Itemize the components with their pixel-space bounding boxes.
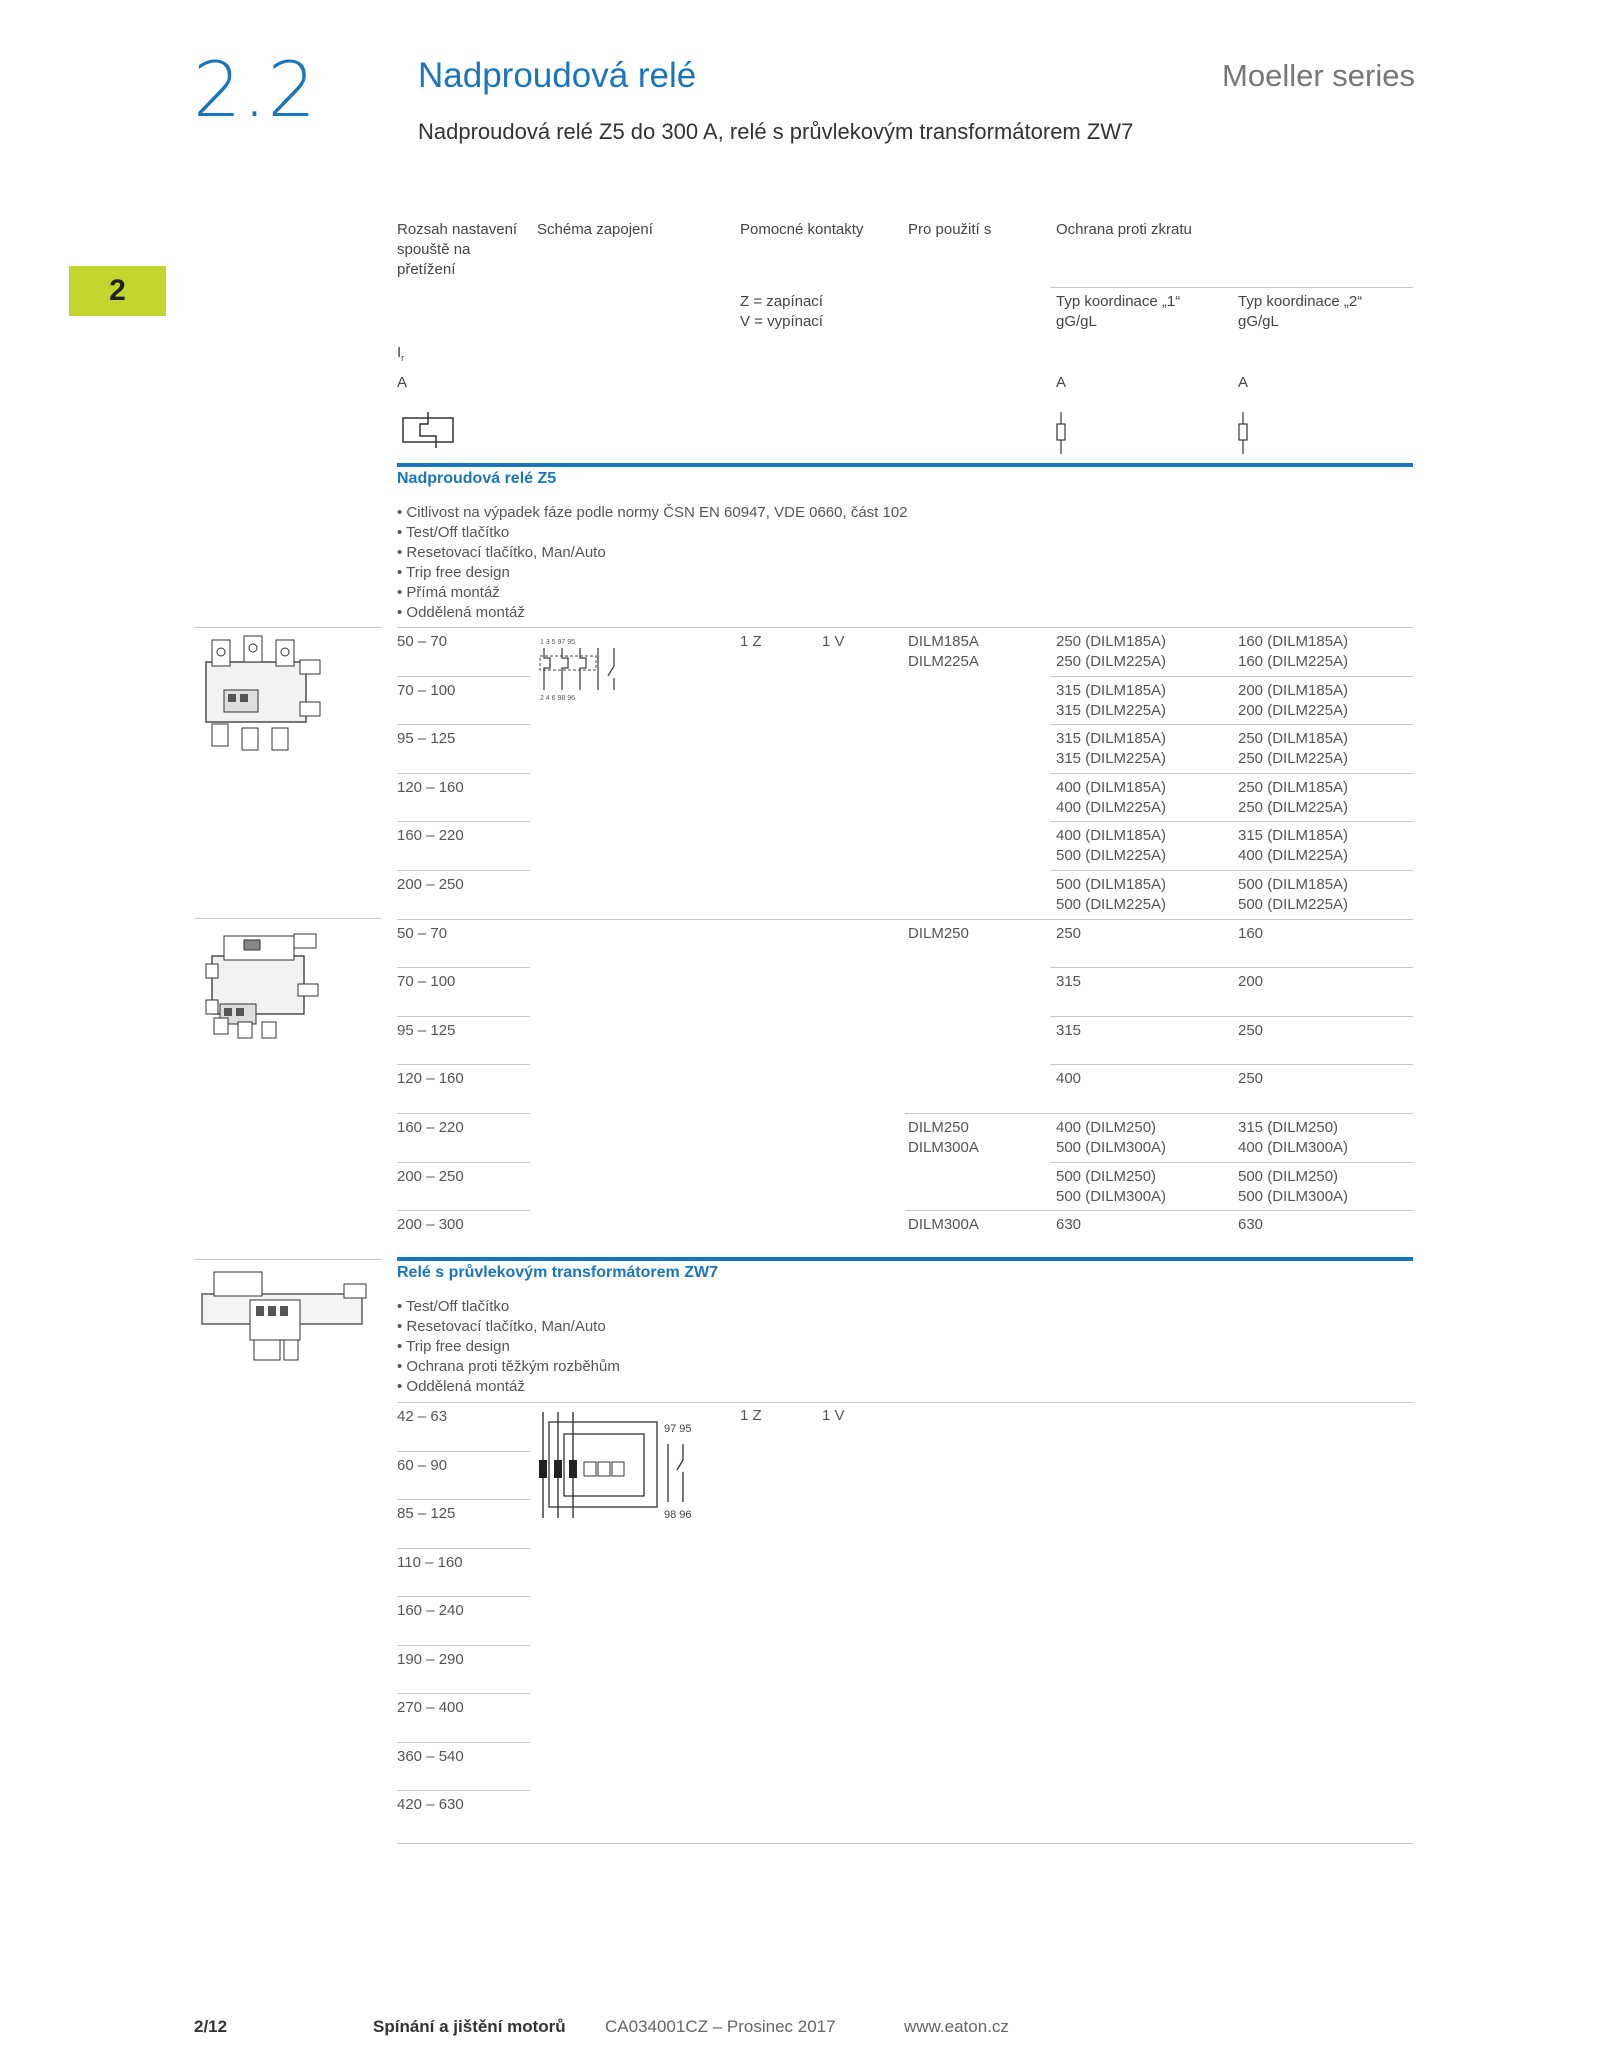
range-cell: 160 – 220 [397,1119,464,1136]
table-row-divider [1050,773,1413,774]
list-item: • Trip free design [397,1338,510,1355]
section-rule-z5 [397,463,1413,467]
list-item: • Resetovací tlačítko, Man/Auto [397,544,606,561]
list-item: • Trip free design [397,564,510,581]
use-divider [905,1113,1050,1114]
range-cell: 160 – 220 [397,827,464,845]
col-header-short-circuit: Ochrana proti zkratu [1056,221,1192,238]
col-header-used-with: Pro použití s [908,221,992,238]
type1-cell: 500 (DILM250) [1056,1167,1157,1185]
type2-cell: 200 (DILM225A) [1238,701,1349,719]
type1-cell: 315 (DILM185A) [1056,730,1167,748]
table-row-divider [1050,967,1413,968]
range-cell: 110 – 160 [397,1553,463,1571]
series-label: Moeller series [1222,58,1415,93]
type2-fuse: gG/gL [1238,313,1279,330]
type2-cell: 160 (DILM185A) [1238,633,1349,650]
range-cell: 95 – 125 [397,1021,456,1039]
type1-cell: 315 (DILM185A) [1056,681,1167,699]
z5-wiring-diagram [538,636,628,706]
range-divider [397,1790,530,1791]
range-cell: 50 – 70 [397,924,448,942]
footer-chapter: Spínání a jištění motorů [373,2017,566,2036]
list-item: • Resetovací tlačítko, Man/Auto [397,1318,606,1335]
use-cell: DILM250 [908,924,969,942]
table-row-divider [1050,1162,1413,1163]
page-title: Nadproudová relé [418,56,697,95]
z5-contacts-v: 1 V [822,633,845,650]
list-item: • Oddělená montáž [397,1378,525,1395]
section-title-zw7: Relé s průvlekovým transformátorem ZW7 [397,1264,718,1281]
type2-cell: 160 [1238,924,1264,942]
fuse-symbol-type2 [1235,412,1251,454]
type1-header: Typ koordinace „1“ [1056,293,1181,310]
col-header-aux-contacts: Pomocné kontakty [740,221,864,238]
table-row-divider [1050,1113,1413,1114]
section-rule-zw7 [397,1257,1413,1261]
list-item: • Test/Off tlačítko [397,524,510,541]
type1-fuse: gG/gL [1056,313,1097,330]
type2-cell: 250 (DILM185A) [1238,730,1349,748]
range-divider [397,870,530,871]
bullet-list-z5 [397,503,908,623]
type2-header: Typ koordinace „2“ [1238,293,1363,310]
range-cell: 190 – 290 [397,1650,464,1668]
type2-cell: 250 (DILM185A) [1238,778,1349,796]
type1-cell: 500 (DILM225A) [1056,847,1167,865]
table-row-divider [1050,870,1413,871]
range-cell: 70 – 100 [397,681,456,699]
type1-cell: 400 [1056,1070,1082,1088]
table-row-divider [397,919,1413,920]
legend-z: Z = zapínací [740,293,823,310]
use-cell: DILM225A [908,653,979,670]
table-row-divider [1050,1016,1413,1017]
range-divider [397,821,530,822]
type1-cell: 315 [1056,973,1082,991]
type1-cell: 630 [1056,1216,1082,1234]
zw7-contacts-z: 1 Z [740,1407,762,1424]
range-cell: 160 – 240 [397,1602,464,1619]
unit-type1: A [1056,374,1067,391]
range-divider [397,724,530,725]
fuse-symbol-type1 [1053,412,1069,454]
table-row-divider [1050,821,1413,822]
range-cell: 85 – 125 [397,1505,456,1522]
chapter-tab: 2 [69,266,166,316]
range-divider [397,773,530,774]
type2-cell: 200 (DILM185A) [1238,681,1349,699]
list-item: • Oddělená montáž [397,604,525,621]
type1-cell: 400 (DILM185A) [1056,827,1167,845]
use-cell: DILM250 [908,1119,969,1136]
type2-cell: 500 (DILM250) [1238,1167,1339,1185]
footer-url[interactable]: www.eaton.cz [904,2017,1009,2036]
bullet-list-zw7 [397,1297,620,1397]
type1-cell: 250 (DILM225A) [1056,653,1167,670]
type1-cell: 400 (DILM185A) [1056,778,1167,796]
header-divider [1050,287,1413,288]
list-item: • Test/Off tlačítko [397,1298,510,1315]
section-title-z5: Nadproudová relé Z5 [397,470,557,487]
type2-cell: 250 [1238,1021,1264,1039]
type2-cell: 315 (DILM250) [1238,1119,1339,1136]
zw7-table-bottom-rule [397,1843,1413,1844]
page-subtitle: Nadproudová relé Z5 do 300 A, relé s průvlekovým transformátorem ZW7 [418,119,1134,144]
table-row-divider [1050,1064,1413,1065]
thumb-divider [194,918,382,919]
section-number: 2.2 [193,45,317,134]
diagram-terminal-top: 1 3 5 97 95 [540,639,576,646]
range-divider [397,1064,530,1065]
type1-cell: 250 (DILM185A) [1056,633,1167,650]
ir-symbol: $I_r$ [397,344,405,363]
range-divider [397,1693,530,1694]
overload-relay-symbol [400,412,456,452]
range-divider [397,967,530,968]
range-divider [397,1596,530,1597]
type1-cell: 315 (DILM225A) [1056,701,1167,719]
unit-range: A [397,374,408,391]
range-cell: 200 – 250 [397,1167,464,1185]
relay-z5-image [194,632,324,757]
use-cell: DILM300A [908,1139,979,1156]
type2-cell: 250 (DILM225A) [1238,798,1349,816]
type2-cell: 500 (DILM300A) [1238,1187,1349,1205]
col-header-diagram: Schéma zapojení [537,221,653,238]
relay-z5-dilm250-image [194,922,324,1047]
range-divider [397,1499,530,1500]
range-cell: 200 – 250 [397,876,464,893]
relay-zw7-image [194,1264,374,1364]
range-cell: 50 – 70 [397,633,448,650]
range-cell: 95 – 125 [397,730,456,748]
range-cell: 200 – 300 [397,1216,464,1234]
type1-cell: 500 (DILM225A) [1056,896,1167,913]
type2-cell: 400 (DILM225A) [1238,847,1349,865]
zw7-contacts-v: 1 V [822,1407,845,1424]
range-cell: 70 – 100 [397,973,456,991]
thumb-divider [194,1259,382,1260]
diagram-terminal-bottom: 2 4 6 98 96 [540,695,576,702]
zw7-wiring-diagram [538,1410,708,1520]
range-cell: 120 – 160 [397,778,464,796]
type2-cell: 630 [1238,1216,1264,1234]
zw7-table-top-rule [397,1402,1413,1403]
type1-cell: 500 (DILM185A) [1056,876,1167,893]
type1-cell: 250 [1056,924,1082,942]
unit-type2: A [1238,374,1249,391]
use-cell: DILM300A [908,1216,979,1234]
thumb-divider [194,627,382,628]
range-cell: 60 – 90 [397,1456,448,1474]
list-item: • Ochrana proti těžkým rozběhům [397,1358,620,1375]
footer-catalog: CA034001CZ – Prosinec 2017 [605,2017,836,2036]
range-divider [397,1645,530,1646]
range-divider [397,676,530,677]
type1-cell: 400 (DILM225A) [1056,798,1167,816]
range-divider [397,1016,530,1017]
table-row-divider [1050,676,1413,677]
type1-cell: 315 (DILM225A) [1056,750,1167,768]
use-cell: DILM185A [908,633,979,650]
type2-cell: 250 [1238,1070,1264,1088]
type1-cell: 400 (DILM250) [1056,1119,1157,1136]
list-item: • Citlivost na výpadek fáze podle normy ČSN EN 60947, VDE 0660, část 102 [397,504,908,521]
range-divider [397,1162,530,1163]
range-cell: 360 – 540 [397,1747,464,1765]
type2-cell: 250 (DILM225A) [1238,750,1349,768]
range-divider [397,1113,530,1114]
table-row-divider [1050,724,1413,725]
range-cell: 420 – 630 [397,1796,464,1813]
range-cell: 270 – 400 [397,1699,464,1716]
range-cell: 42 – 63 [397,1408,448,1425]
type2-cell: 500 (DILM225A) [1238,896,1349,913]
type1-cell: 500 (DILM300A) [1056,1187,1167,1205]
range-cell: 120 – 160 [397,1070,464,1088]
type2-cell: 400 (DILM300A) [1238,1139,1349,1156]
use-divider [905,1210,1050,1211]
z5-contacts-z: 1 Z [740,633,762,650]
range-divider [397,1451,530,1452]
type2-cell: 315 (DILM185A) [1238,827,1349,845]
type1-cell: 500 (DILM300A) [1056,1139,1167,1156]
diagram-terminal-top: 97 95 [664,1423,692,1435]
diagram-terminal-bottom: 98 96 [664,1509,692,1520]
type2-cell: 160 (DILM225A) [1238,653,1349,670]
table-row-divider [397,627,1413,628]
range-divider [397,1742,530,1743]
range-divider [397,1548,530,1549]
legend-v: V = vypínací [740,313,823,330]
type1-cell: 315 [1056,1021,1082,1039]
footer-page-number: 2/12 [194,2017,228,2036]
col-header-range: Rozsah nastavení spouště na přetížení [397,221,518,278]
table-row-divider [1050,1210,1413,1211]
type2-cell: 500 (DILM185A) [1238,876,1349,893]
type2-cell: 200 [1238,973,1264,991]
list-item: • Přímá montáž [397,584,500,601]
range-divider [397,1210,530,1211]
